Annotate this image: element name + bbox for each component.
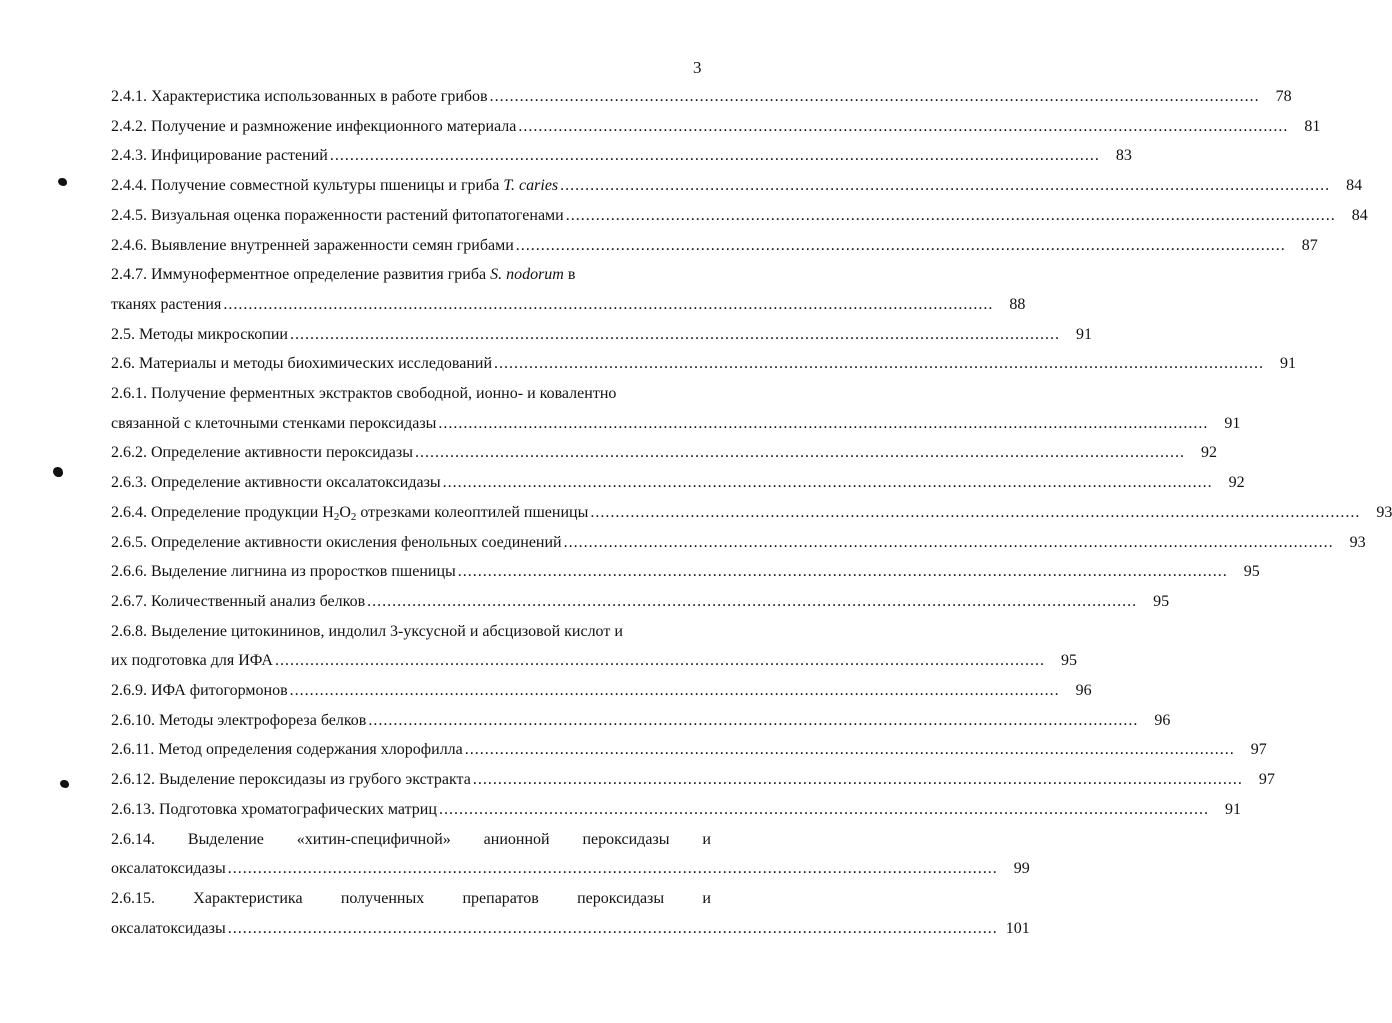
toc-entry-continuation: оксалатоксидазы .......................................................................................................................................................... 99 bbox=[111, 860, 1030, 878]
toc-entry: 2.4.3. Инфицирование растений .......................................................................................................................................................... 83 bbox=[111, 147, 1132, 165]
toc-entry: 2.6.14. Выделение «хитин-специфичной» анионной пероксидазы и bbox=[111, 830, 711, 848]
toc-entry: 2.4.5. Визуальная оценка пораженности растений фитопатогенами .......................................................................................................................................................... 84 bbox=[111, 206, 1368, 224]
toc-entry: 2.4.7. Иммуноферментное определение развития гриба S. nodorum в bbox=[111, 266, 576, 284]
page-number: 3 bbox=[693, 58, 702, 77]
toc-entry: 2.6.7. Количественный анализ белков .......................................................................................................................................................... 95 bbox=[111, 592, 1170, 610]
toc-entry-continuation: тканях растения .......................................................................................................................................................... 88 bbox=[111, 295, 1026, 313]
toc-entry: 2.6.6. Выделение лигнина из проростков пшеницы .......................................................................................................................................................... 95 bbox=[111, 563, 1260, 581]
toc-entry: 2.4.1. Характеристика использованных в работе грибов .......................................................................................................................................................... 78 bbox=[111, 88, 1292, 105]
toc-entry: 2.6.1. Получение ферментных экстрактов свободной, ионно- и ковалентно bbox=[111, 385, 617, 403]
table-of-contents bbox=[111, 82, 1392, 943]
toc-entry-continuation: связанной с клеточными стенками пероксидазы .......................................................................................................................................................... 91 bbox=[111, 414, 1241, 432]
toc-entry-continuation: их подготовка для ИФА .......................................................................................................................................................... 95 bbox=[111, 652, 1077, 670]
toc-entry: 2.6.10. Методы электрофореза белков .......................................................................................................................................................... 96 bbox=[111, 711, 1171, 729]
scan-speck bbox=[58, 178, 67, 186]
toc-entry: 2.4.4. Получение совместной культуры пшеницы и гриба T. caries .......................................................................................................................................................... 84 bbox=[111, 177, 1363, 195]
toc-entry: 2.6.2. Определение активности пероксидазы .......................................................................................................................................................... 92 bbox=[111, 444, 1217, 462]
toc-entry: 2.6.12. Выделение пероксидазы из грубого экстракта .......................................................................................................................................................... 97 bbox=[111, 771, 1275, 789]
toc-entry: 2.6.13. Подготовка хроматографических матриц .......................................................................................................................................................... 91 bbox=[111, 800, 1241, 818]
toc-entry: 2.4.2. Получение и размножение инфекционного материала .......................................................................................................................................................... 81 bbox=[111, 117, 1321, 135]
toc-entry: 2.6.11. Метод определения содержания хлорофилла .......................................................................................................................................................... 97 bbox=[111, 741, 1267, 759]
toc-entry-continuation: оксалатоксидазы .......................................................................................................................................................... 101 bbox=[111, 919, 1030, 937]
toc-entry: 2.6.9. ИФА фитогормонов .......................................................................................................................................................... 96 bbox=[111, 682, 1092, 700]
scan-speck bbox=[53, 467, 63, 477]
toc-entry: 2.6.5. Определение активности окисления фенольных соединений .......................................................................................................................................................... 93 bbox=[111, 533, 1366, 551]
toc-entry: 2.6.3. Определение активности оксалатоксидазы .......................................................................................................................................................... 92 bbox=[111, 474, 1245, 492]
toc-entry: 2.5. Методы микроскопии .......................................................................................................................................................... 91 bbox=[111, 325, 1092, 343]
toc-entry: 2.4.6. Выявление внутренней зараженности семян грибами .......................................................................................................................................................... 87 bbox=[111, 236, 1318, 254]
scan-speck bbox=[60, 780, 69, 788]
toc-entry: 2.6.4. Определение продукции $H_2O_2$ отрезками колеоптилей пшеницы .......................................................................................................................................................... 93 bbox=[111, 503, 1392, 523]
toc-entry: 2.6.8. Выделение цитокининов, индолил 3-уксусной и абсцизовой кислот и bbox=[111, 622, 623, 640]
toc-entry: 2.6.15. Характеристика полученных препаратов пероксидазы и bbox=[111, 889, 711, 907]
toc-entry: 2.6. Материалы и методы биохимических исследований .......................................................................................................................................................... 91 bbox=[111, 355, 1296, 373]
